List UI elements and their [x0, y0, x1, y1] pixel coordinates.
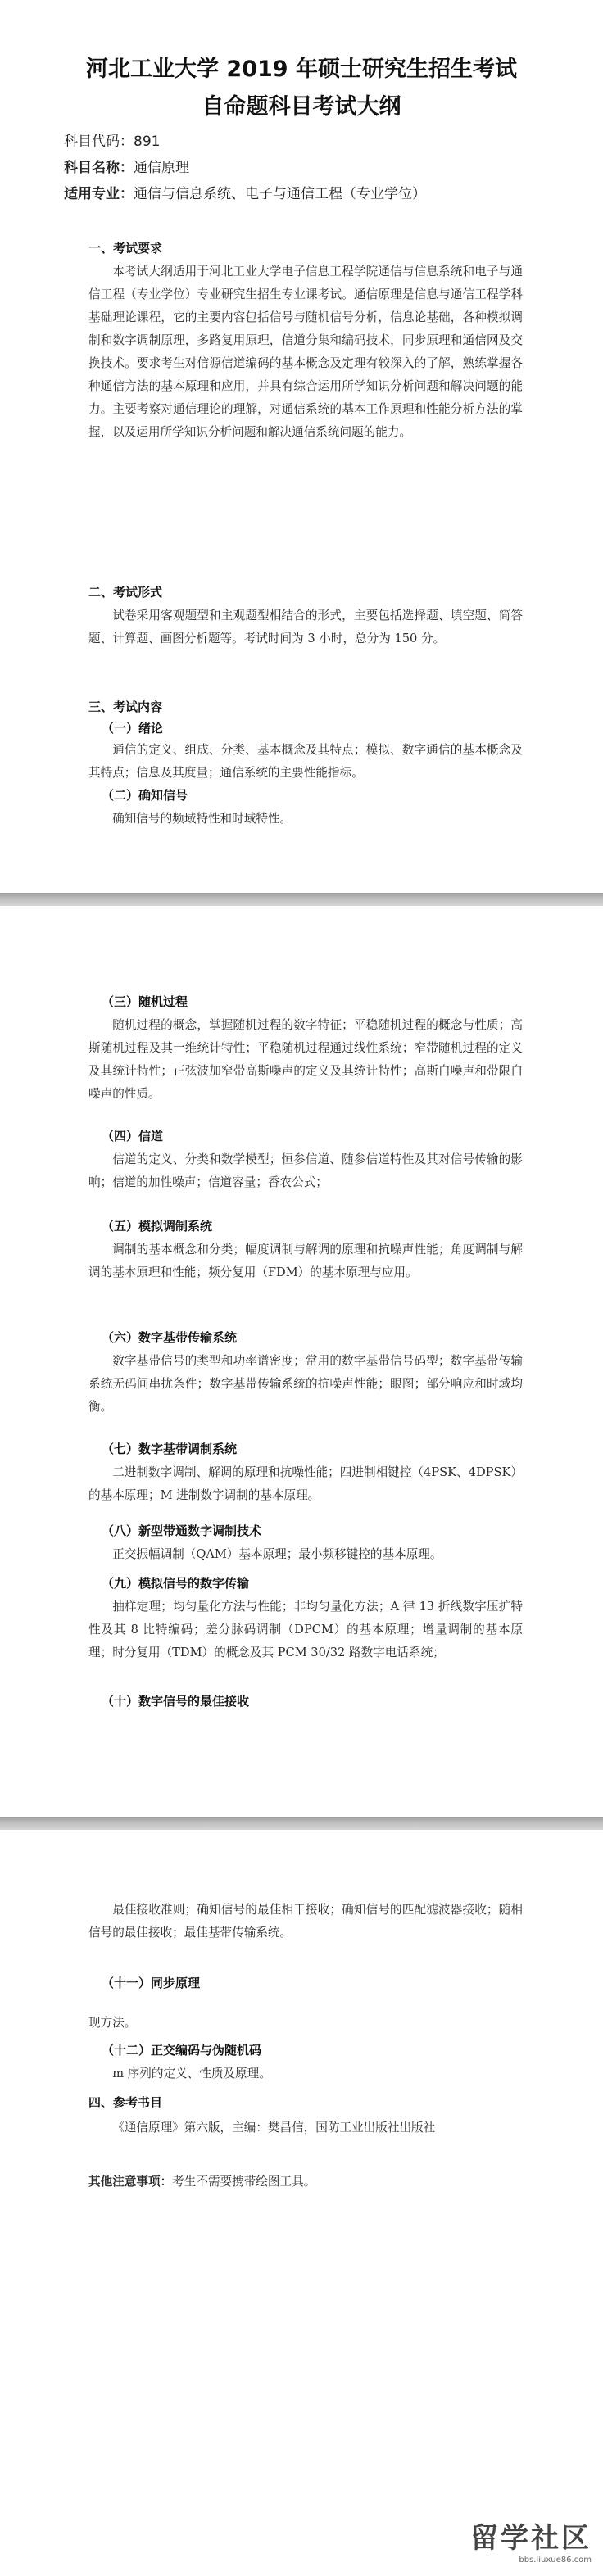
applicable-major-label: 适用专业：	[64, 186, 134, 202]
chapter-heading-8: （八）新型带通数字调制技术	[102, 1523, 262, 1538]
chapter-paragraph-4: 信道的定义、分类和数学模型；恒参信道、随参信道特性及其对信号传输的影响；信道的加性噪声；信道容量；香农公式；	[88, 1152, 523, 1189]
doc-title-line1: 河北工业大学 2019 年硕士研究生招生考试	[86, 57, 517, 82]
section-paragraph-format: 试卷采用客观题型和主观题型相结合的形式，主要包括选择题、填空题、简答题、计算题、画图分析题等。考试时间为 3 小时，总分为 150 分。	[88, 609, 523, 645]
watermark-url: bbs.liuxue86.com	[519, 2556, 592, 2565]
section-heading-requirements: 一、考试要求	[88, 241, 163, 256]
chapter-paragraph-9: 抽样定理；均匀量化方法与性能；非均匀量化方法；A 律 13 折线数字压扩特性及其 8 比特编码；差分脉码调制（DPCM）的基本原理；增量调制的基本原理；时分复用（TDM）的概念及其 PCM 30/32 路数字电话系统；	[88, 1600, 523, 1659]
chapter-paragraph-7: 二进制数字调制、解调的原理和抗噪性能；四进制相键控（4PSK、4DPSK）的基本原理；M 进制数字调制的基本原理。	[88, 1465, 523, 1502]
section-heading-format: 二、考试形式	[88, 585, 163, 600]
chapter-heading-11: （十一）同步原理	[102, 1976, 201, 1990]
subject-name	[64, 156, 189, 176]
section-heading-content: 三、考试内容	[88, 699, 163, 714]
chapter-heading-10: （十）数字信号的最佳接收	[102, 1694, 250, 1709]
subject-code: 科目代码：891	[64, 134, 161, 150]
chapter-paragraph-11: 现方法。	[88, 2016, 137, 2030]
section-paragraph-requirements: 本考试大纲适用于河北工业大学电子信息工程学院通信与信息系统和电子与通信工程（专业学位）专业研究生招生专业课考试。通信原理是信息与通信工程学科基础理论课程，它的主要内容包括信号与随机信号分析，信息论基础，各种模拟调制和数字调制原理，多路复用原理，信道分集和编码技术，同步原理和通信网及交换技术。要求考生对信源信道编码的基本概念及定理有较深入的了解，熟练掌握各种通信方法的基本原理和应用，并具有综合运用所学知识分析问题和解决问题的能力。主要考察对通信理论的理解，对通信系统的基本工作原理和性能分析方法的掌握，以及运用所学知识分析问题和解决通信系统问题的能力。	[88, 265, 523, 439]
other-notes-label: 其他注意事项：	[88, 2175, 173, 2189]
subject-name-value: 通信原理	[134, 160, 189, 176]
chapter-paragraph-10: 最佳接收准则；确知信号的最佳相干接收；确知信号的匹配滤波器接收；随相信号的最佳接收；最佳基带传输系统。	[88, 1903, 523, 1940]
chapter-heading-6: （六）数字基带传输系统	[102, 1330, 238, 1345]
watermark-logo-text: 留学社区	[470, 2522, 592, 2555]
other-notes	[88, 2171, 523, 2193]
chapter-paragraph-5: 调制的基本概念和分类；幅度调制与解调的原理和抗噪声性能；角度调制与解调的基本原理和性能；频分复用（FDM）的基本原理与应用。	[88, 1243, 523, 1279]
chapter-heading-5: （五）模拟调制系统	[102, 1219, 213, 1234]
chapter-paragraph-6: 数字基带信号的类型和功率谱密度；常用的数字基带信号码型；数字基带传输系统无码间串扰条件；数字基带传输系统的抗噪声性能；眼图；部分响应和时域均衡。	[88, 1354, 523, 1414]
chapter-heading-7: （七）数字基带调制系统	[102, 1442, 238, 1456]
chapter-heading-12: （十二）正交编码与伪随机码	[102, 2043, 262, 2058]
applicable-major-value: 通信与信息系统、电子与通信工程（专业学位）	[134, 186, 426, 202]
chapter-heading-1: （一）绪论	[102, 721, 164, 736]
section-paragraph-references: 《通信原理》第六版，主编：樊昌信，国防工业出版社出版社	[112, 2121, 436, 2135]
document-page-1	[0, 0, 603, 893]
chapter-paragraph-2: 确知信号的频域特性和时域特性。	[112, 812, 292, 826]
applicable-major	[64, 182, 426, 202]
other-notes-text: 考生不需要携带绘图工具。	[172, 2175, 316, 2189]
doc-title-line2: 自命题科目考试大纲	[202, 94, 401, 120]
document-page-3	[0, 1830, 603, 2576]
chapter-heading-9: （九）模拟信号的数字传输	[102, 1576, 250, 1591]
page-separator	[0, 893, 603, 906]
chapter-heading-3: （三）随机过程	[102, 994, 188, 1009]
chapter-paragraph-8: 正交振幅调制（QAM）基本原理；最小频移键控的基本原理。	[112, 1547, 442, 1561]
section-heading-references: 四、参考书目	[88, 2095, 163, 2110]
chapter-paragraph-12: m 序列的定义、性质及原理。	[112, 2067, 271, 2080]
chapter-heading-2: （二）确知信号	[102, 788, 188, 803]
chapter-paragraph-3: 随机过程的概念，掌握随机过程的数字特征；平稳随机过程的概念与性质；高斯随机过程及其一维统计特性；平稳随机过程通过线性系统；窄带随机过程的定义及其统计特性；正弦波加窄带高斯噪声的定义及其统计特性；高斯白噪声和带限白噪声的性质。	[88, 1018, 523, 1101]
subject-name-label: 科目名称：	[64, 160, 134, 176]
chapter-heading-4: （四）信道	[102, 1129, 164, 1143]
page-separator	[0, 1817, 603, 1830]
site-watermark	[470, 2515, 592, 2565]
chapter-paragraph-1: 通信的定义、组成、分类、基本概念及其特点；模拟、数字通信的基本概念及其特点；信息及其度量；通信系统的主要性能指标。	[88, 743, 523, 780]
document-page-2	[0, 906, 603, 1817]
